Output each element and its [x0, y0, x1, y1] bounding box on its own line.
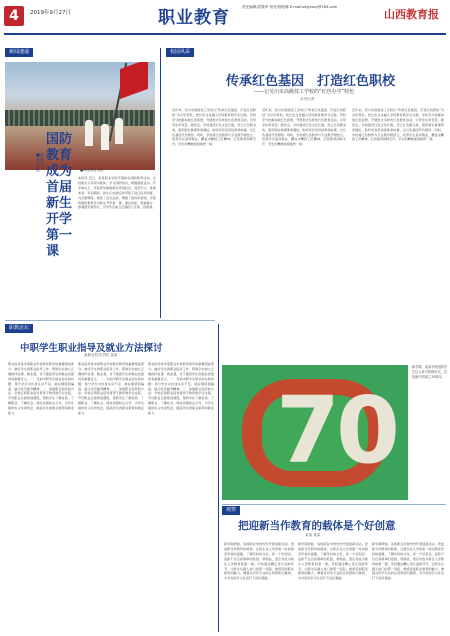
article2-body-col3: 近年来，吴川市高级技工学校以“传承红色基因、打造红色职校”为办学特色，把红色文化融入学校教育教学全过程。学校充分挖掘本地红色资源，开展形式多样的红色教育活动，引导学生听党话、跟党走。学校建设红色文化长廊，设立红色图书角，组织师生参观革命遗址，聆听老党员讲述革命故事，让红色基因代代相传。同时，学校将红色教育与专业教学相结合，培养学生爱岗敬业、精益求精的工匠精神。红色教育润物无声，学生的精神面貌焕然一新。: [352, 108, 444, 142]
article3-byline: 某职业技术学院 某某: [84, 353, 118, 357]
issue-date: 2019年9月27日: [30, 10, 71, 16]
article4-body-col1: 新学期伊始，各地职业学校纷纷开展迎新活动。把迎新当作教育的载体，让新生在入学的第一时间感受学校的温暖，了解学校的文化，是一个好创意。迎新不仅仅是简单的报到、领物品，更应该成为新生入学教育的第一课。学校通过精心设计迎新环节，让新生从踏入校门的那一刻起，就感受到职业教育的魅力，增强对所学专业的认同感和归属感，为今后的学习生活打下良好基础。: [224, 542, 294, 581]
section-rule: [5, 320, 215, 321]
section-label-news: 新闻速递: [5, 48, 33, 57]
section-label-observe: 观察: [222, 506, 240, 515]
article2-headline: 传承红色基因 打造红色职校: [226, 74, 396, 89]
section-label-campus: 校园风采: [166, 48, 194, 57]
column-divider: [160, 48, 161, 318]
article2-photo: [222, 365, 408, 500]
editor-meta-line: 责任编辑/武继华 校对/邢松娜 E-mail:sdjyxxzy@163.com: [242, 5, 338, 9]
page-number-badge: 4: [4, 6, 24, 26]
article3-headline: 中职学生职业指导及就业方法探讨: [20, 343, 163, 354]
photo-flag: [120, 62, 148, 99]
article2-body-col1: 近年来，吴川市高级技工学校以“传承红色基因、打造红色职校”为办学特色，把红色文化融入学校教育教学全过程。学校充分挖掘本地红色资源，开展形式多样的红色教育活动，引导学生听党话、跟党走。学校建设红色文化长廊，设立红色图书角，组织师生参观革命遗址，聆听老党员讲述革命故事，让红色基因代代相传。同时，学校将红色教育与专业教学相结合，培养学生爱岗敬业、精益求精的工匠精神。红色教育润物无声，学生的精神面貌焕然一新。: [172, 108, 256, 147]
article2-byline: 本刊记者: [300, 97, 315, 101]
article1-body: 本报讯 近日，某某职业学院开展新生国防教育活动，全校新生以军训为载体，学习国防知识，增强国防意识。开学典礼上，学院领导勉励新生珍惜时光、刻苦学习、练就本领。军训期间，新生们在教官的带领下进行队列训练、内务整理等，锻炼了意志品质，增强了集体荣誉感。学院将国防教育作为新生开学第一课，通过讲座、观看影片、参观展览等形式，引导学生树立正确的人生观、价值观。: [78, 176, 156, 210]
article1-vertical-title: 国防教育成为首届新生开学第一课: [46, 132, 73, 259]
article2-subtitle: ——记吴川市高级技工学校的“红色办学”特色: [254, 89, 355, 95]
article3-body-col1: 职业指导是中等职业学校教育教学的重要组成部分。做好学生的职业指导工作，帮助学生树立正确的择业观、就业观，对于提高学生的就业质量具有重要意义。一、当前中职学生就业存在的问题：部分学生对自身认识不足，就业期望值偏高，缺乏吃苦耐劳精神。二、加强职业指导的方法：学校应将职业指导贯穿于教育教学全过程，开设职业生涯规划课程，帮助学生了解自我、了解职业、了解社会。同时加强校企合作，为学生提供实习实训机会，提高学生的职业素养和就业能力。: [8, 362, 74, 416]
article3-body-col3: 职业指导是中等职业学校教育教学的重要组成部分。做好学生的职业指导工作，帮助学生树立正确的择业观、就业观，对于提高学生的就业质量具有重要意义。一、当前中职学生就业存在的问题：部分学生对自身认识不足，就业期望值偏高，缺乏吃苦耐劳精神。二、加强职业指导的方法：学校应将职业指导贯穿于教育教学全过程，开设职业生涯规划课程，帮助学生了解自我、了解职业、了解社会。同时加强校企合作，为学生提供实习实训机会，提高学生的职业素养和就业能力。: [148, 362, 214, 416]
masthead: [0, 0, 450, 44]
section-label-forum: 职教论坛: [5, 324, 33, 333]
article1-photo: [5, 62, 155, 170]
photo-human-formation-70: 70: [276, 377, 397, 484]
editor-meta: [242, 4, 337, 10]
photo-figure: [101, 124, 109, 150]
newspaper-logo: 山西教育报: [384, 8, 439, 21]
article4-body-col3: 新学期伊始，各地职业学校纷纷开展迎新活动。把迎新当作教育的载体，让新生在入学的第一时间感受学校的温暖，了解学校的文化，是一个好创意。迎新不仅仅是简单的报到、领物品，更应该成为新生入学教育的第一课。学校通过精心设计迎新环节，让新生从踏入校门的那一刻起，就感受到职业教育的魅力，增强对所学专业的认同感和归属感，为今后的学习生活打下良好基础。: [372, 542, 444, 581]
photo-figure: [115, 118, 123, 144]
article2-body-col2: 近年来，吴川市高级技工学校以“传承红色基因、打造红色职校”为办学特色，把红色文化融入学校教育教学全过程。学校充分挖掘本地红色资源，开展形式多样的红色教育活动，引导学生听党话、跟党走。学校建设红色文化长廊，设立红色图书角，组织师生参观革命遗址，聆听老党员讲述革命故事，让红色基因代代相传。同时，学校将红色教育与专业教学相结合，培养学生爱岗敬业、精益求精的工匠精神。红色教育润物无声，学生的精神面貌焕然一新。: [262, 108, 346, 147]
article4-body-col2: 新学期伊始，各地职业学校纷纷开展迎新活动。把迎新当作教育的载体，让新生在入学的第一时间感受学校的温暖，了解学校的文化，是一个好创意。迎新不仅仅是简单的报到、领物品，更应该成为新生入学教育的第一课。学校通过精心设计迎新环节，让新生从踏入校门的那一刻起，就感受到职业教育的魅力，增强对所学专业的认同感和归属感，为今后的学习生活打下良好基础。: [298, 542, 368, 581]
header-rule: [4, 33, 446, 35]
article4-headline: 把迎新当作教育的载体是个好创意: [238, 520, 396, 532]
column-divider: [218, 324, 219, 632]
article2-photo-caption: 新学期，某某学校组织学生以人体方阵的形式，庆祝新中国成立70周年。: [412, 365, 448, 379]
section-rule: [222, 504, 446, 505]
photo-figure: [85, 120, 93, 146]
photo-crowd: [5, 110, 155, 126]
article3-body-col2: 职业指导是中等职业学校教育教学的重要组成部分。做好学生的职业指导工作，帮助学生树立正确的择业观、就业观，对于提高学生的就业质量具有重要意义。一、当前中职学生就业存在的问题：部分学生对自身认识不足，就业期望值偏高，缺乏吃苦耐劳精神。二、加强职业指导的方法：学校应将职业指导贯穿于教育教学全过程，开设职业生涯规划课程，帮助学生了解自我、了解职业、了解社会。同时加强校企合作，为学生提供实习实训机会，提高学生的职业素养和就业能力。: [78, 362, 144, 416]
article1-photo-caption: ■某某职业学院: [80, 168, 104, 172]
section-title: 职业教育: [158, 8, 230, 28]
article1-vertical-subtitle: ■某某职业学院: [36, 152, 44, 172]
article4-byline: 某某 某某: [305, 533, 321, 537]
